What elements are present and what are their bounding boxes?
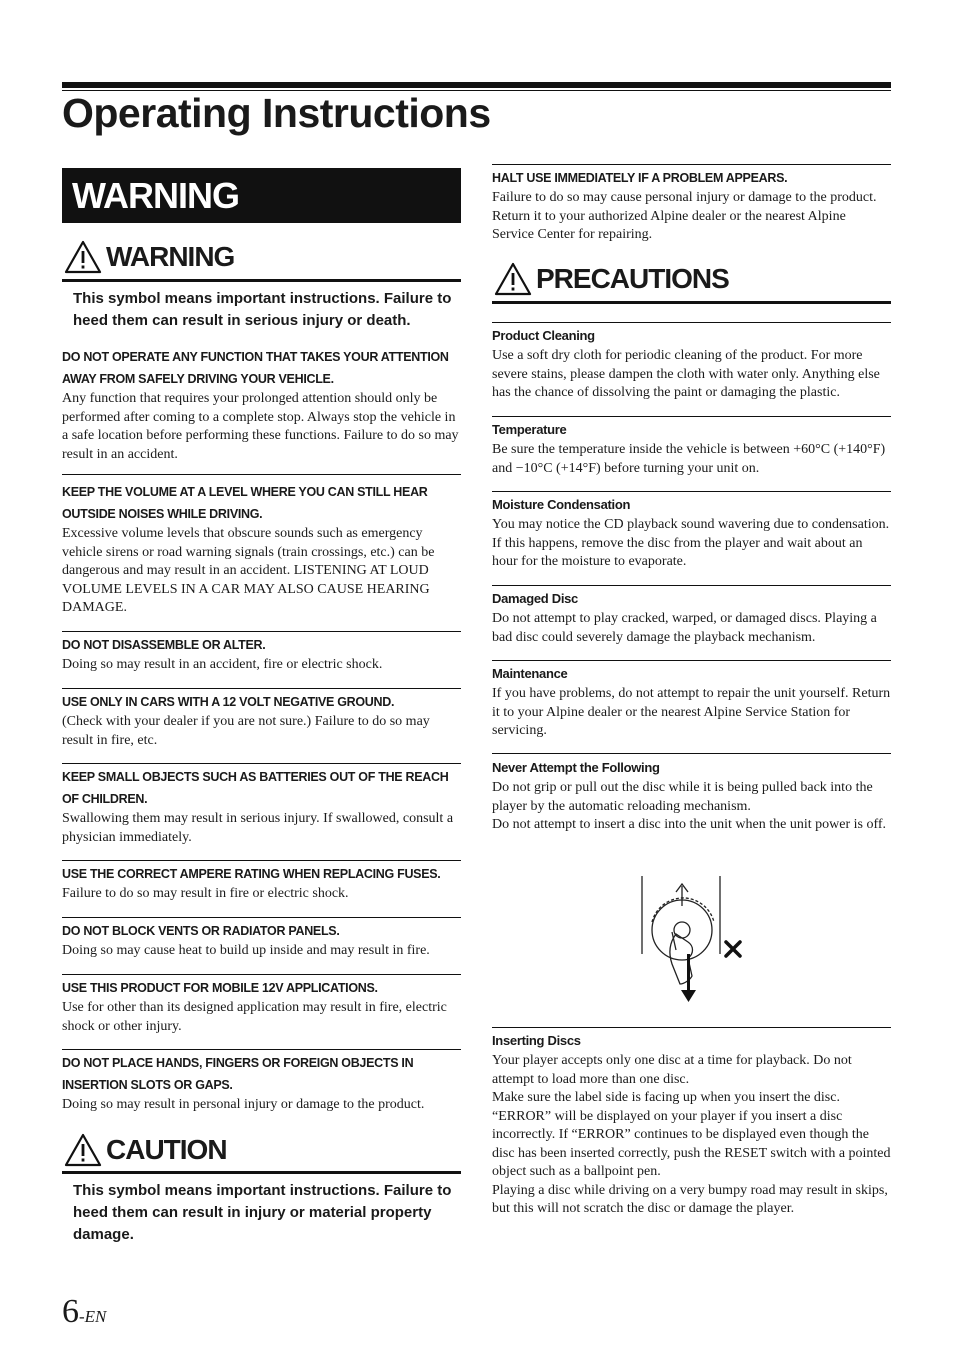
warning-rule xyxy=(62,279,461,282)
precaution-item-body: Use a soft dry cloth for periodic cleaning of the product. For more severe stains, please dampen the cloth with water only. Anything else has the chance of dissolving the paint or damaging the plastic. xyxy=(492,348,880,400)
caution-heading xyxy=(64,1133,227,1167)
precautions-rule xyxy=(492,301,891,304)
precaution-item-body: Your player accepts only one disc at a time for playback. Do not attempt to load more than one disc. Make sure the label side is facing up when you insert the disc. “ERROR” will be displayed on your player if you insert a disc incorrectly. If “ERROR” continues to be displayed even though the disc has been inserted correctly, push the RESET switch with a pointed object such as a ballpoint pen. Playing a disc while driving on a very bumpy road may result in skips, but this will not scratch the disc or damage the player. xyxy=(492,1053,891,1216)
warning-item xyxy=(62,634,461,675)
divider xyxy=(62,974,461,975)
caution-description: This symbol means important instructions. Failure to heed them can result in injury or material property damage. xyxy=(73,1182,452,1243)
divider xyxy=(62,1049,461,1050)
disc-pull-illustration xyxy=(636,872,748,1006)
precaution-item-title: Damaged Disc xyxy=(492,591,578,606)
divider xyxy=(492,416,891,417)
page-number-digit: 6 xyxy=(62,1293,79,1330)
precautions-heading-text: PRECAUTIONS xyxy=(536,263,729,294)
precaution-item-body: Do not grip or pull out the disc while it is being pulled back into the player by the automatic reloading mechanism. Do not attempt to insert a disc into the unit when the unit power is off. xyxy=(492,780,887,832)
warning-item xyxy=(62,481,461,618)
precaution-item-title: Inserting Discs xyxy=(492,1033,581,1048)
warning-item xyxy=(62,863,461,904)
precautions-heading xyxy=(494,262,729,296)
warning-item xyxy=(62,346,461,464)
halt-item-body: Failure to do so may cause personal injury or damage to the product. Return it to your authorized Alpine dealer or the nearest Alpine Service Center for repairing. xyxy=(492,190,877,242)
halt-item xyxy=(492,167,891,245)
precaution-item-body: If you have problems, do not attempt to repair the unit yourself. Return it to your Alpine dealer or the nearest Alpine Service Station for servicing. xyxy=(492,686,891,738)
warning-item xyxy=(62,766,461,847)
precaution-item-body: Be sure the temperature inside the vehicle is between +60°C (+140°F) and −10°C (+14°F) before turning your unit on. xyxy=(492,442,886,476)
warning-item xyxy=(62,920,461,961)
divider xyxy=(492,753,891,754)
warning-description: This symbol means important instructions. Failure to heed them can result in serious injury or death. xyxy=(73,290,452,329)
precaution-item xyxy=(492,663,891,741)
divider xyxy=(492,491,891,492)
divider xyxy=(492,322,891,323)
warning-item xyxy=(62,691,461,750)
warning-item-title: KEEP THE VOLUME AT A LEVEL WHERE YOU CAN STILL HEAR OUTSIDE NOISES WHILE DRIVING. xyxy=(62,485,428,521)
warning-heading-text: WARNING xyxy=(106,241,235,272)
warning-item-body: Doing so may result in personal injury or damage to the product. xyxy=(62,1097,425,1112)
warning-item-body: Failure to do so may result in fire or electric shock. xyxy=(62,886,349,901)
warning-item-body: Use for other than its designed application may result in fire, electric shock or other injury. xyxy=(62,1000,447,1034)
warning-item-body: Doing so may cause heat to build up inside and may result in fire. xyxy=(62,943,430,958)
warning-triangle-icon xyxy=(494,262,532,296)
precaution-item-title: Never Attempt the Following xyxy=(492,760,660,775)
warning-item-title: DO NOT PLACE HANDS, FINGERS OR FOREIGN OBJECTS IN INSERTION SLOTS OR GAPS. xyxy=(62,1056,414,1092)
divider xyxy=(492,164,891,165)
divider xyxy=(62,688,461,689)
divider xyxy=(62,860,461,861)
warning-banner: WARNING xyxy=(62,168,461,223)
divider xyxy=(62,763,461,764)
warning-item-body: (Check with your dealer if you are not sure.) Failure to do so may result in fire, etc. xyxy=(62,714,430,748)
warning-item-body: Swallowing them may result in serious injury. If swallowed, consult a physician immediately. xyxy=(62,811,454,845)
warning-triangle-icon xyxy=(64,240,102,274)
warning-item-title: DO NOT DISASSEMBLE OR ALTER. xyxy=(62,638,266,652)
divider xyxy=(492,660,891,661)
precaution-item-body: Do not attempt to play cracked, warped, or damaged discs. Playing a bad disc could severely damage the playback mechanism. xyxy=(492,611,877,645)
caution-heading-text: CAUTION xyxy=(106,1134,227,1165)
warning-item-body: Doing so may result in an accident, fire or electric shock. xyxy=(62,657,383,672)
warning-item-title: KEEP SMALL OBJECTS SUCH AS BATTERIES OUT OF THE REACH OF CHILDREN. xyxy=(62,770,449,806)
divider xyxy=(492,1027,891,1028)
divider xyxy=(62,474,461,475)
halt-item-title: HALT USE IMMEDIATELY IF A PROBLEM APPEARS. xyxy=(492,171,788,185)
divider xyxy=(492,585,891,586)
divider xyxy=(62,631,461,632)
divider xyxy=(62,917,461,918)
warning-item-body: Excessive volume levels that obscure sounds such as emergency vehicle sirens or road warning signals (train crossings, etc.) can be dangerous and may result in an accident. LISTENING AT LOUD VOLUME LEVELS IN A CAR MAY ALSO CAUSE HEARING DAMAGE. xyxy=(62,526,435,615)
top-rule xyxy=(62,82,891,88)
precaution-item-body: You may notice the CD playback sound wavering due to condensation. If this happens, remove the disc from the player and wait about an hour for the moisture to evaporate. xyxy=(492,517,890,569)
page-number xyxy=(62,1293,106,1331)
warning-item-title: USE ONLY IN CARS WITH A 12 VOLT NEGATIVE GROUND. xyxy=(62,695,395,709)
page-title: Operating Instructions xyxy=(62,90,491,136)
precaution-item xyxy=(492,419,891,478)
precaution-item xyxy=(492,757,891,835)
precaution-item-title: Maintenance xyxy=(492,666,568,681)
warning-item-title: DO NOT OPERATE ANY FUNCTION THAT TAKES YOUR ATTENTION AWAY FROM SAFELY DRIVING YOUR VEHICLE. xyxy=(62,350,449,386)
warning-item-title: DO NOT BLOCK VENTS OR RADIATOR PANELS. xyxy=(62,924,340,938)
precaution-item xyxy=(492,494,891,572)
precaution-item-title: Moisture Condensation xyxy=(492,497,631,512)
caution-rule xyxy=(62,1171,461,1174)
precaution-item-title: Temperature xyxy=(492,422,567,437)
precaution-item xyxy=(492,588,891,647)
precaution-item xyxy=(492,325,891,403)
precaution-item-title: Product Cleaning xyxy=(492,328,595,343)
warning-item-body: Any function that requires your prolonged attention should only be performed after coming to a complete stop. Always stop the vehicle in a safe location before performing these functions. Failure to do so may result in an accident. xyxy=(62,391,459,462)
warning-item xyxy=(62,977,461,1036)
warning-heading xyxy=(64,240,234,274)
warning-item-title: USE THE CORRECT AMPERE RATING WHEN REPLACING FUSES. xyxy=(62,867,441,881)
page-number-suffix: -EN xyxy=(79,1307,107,1326)
precaution-item xyxy=(492,1030,891,1219)
warning-triangle-icon xyxy=(64,1133,102,1167)
warning-item-title: USE THIS PRODUCT FOR MOBILE 12V APPLICATIONS. xyxy=(62,981,378,995)
warning-item xyxy=(62,1052,461,1115)
